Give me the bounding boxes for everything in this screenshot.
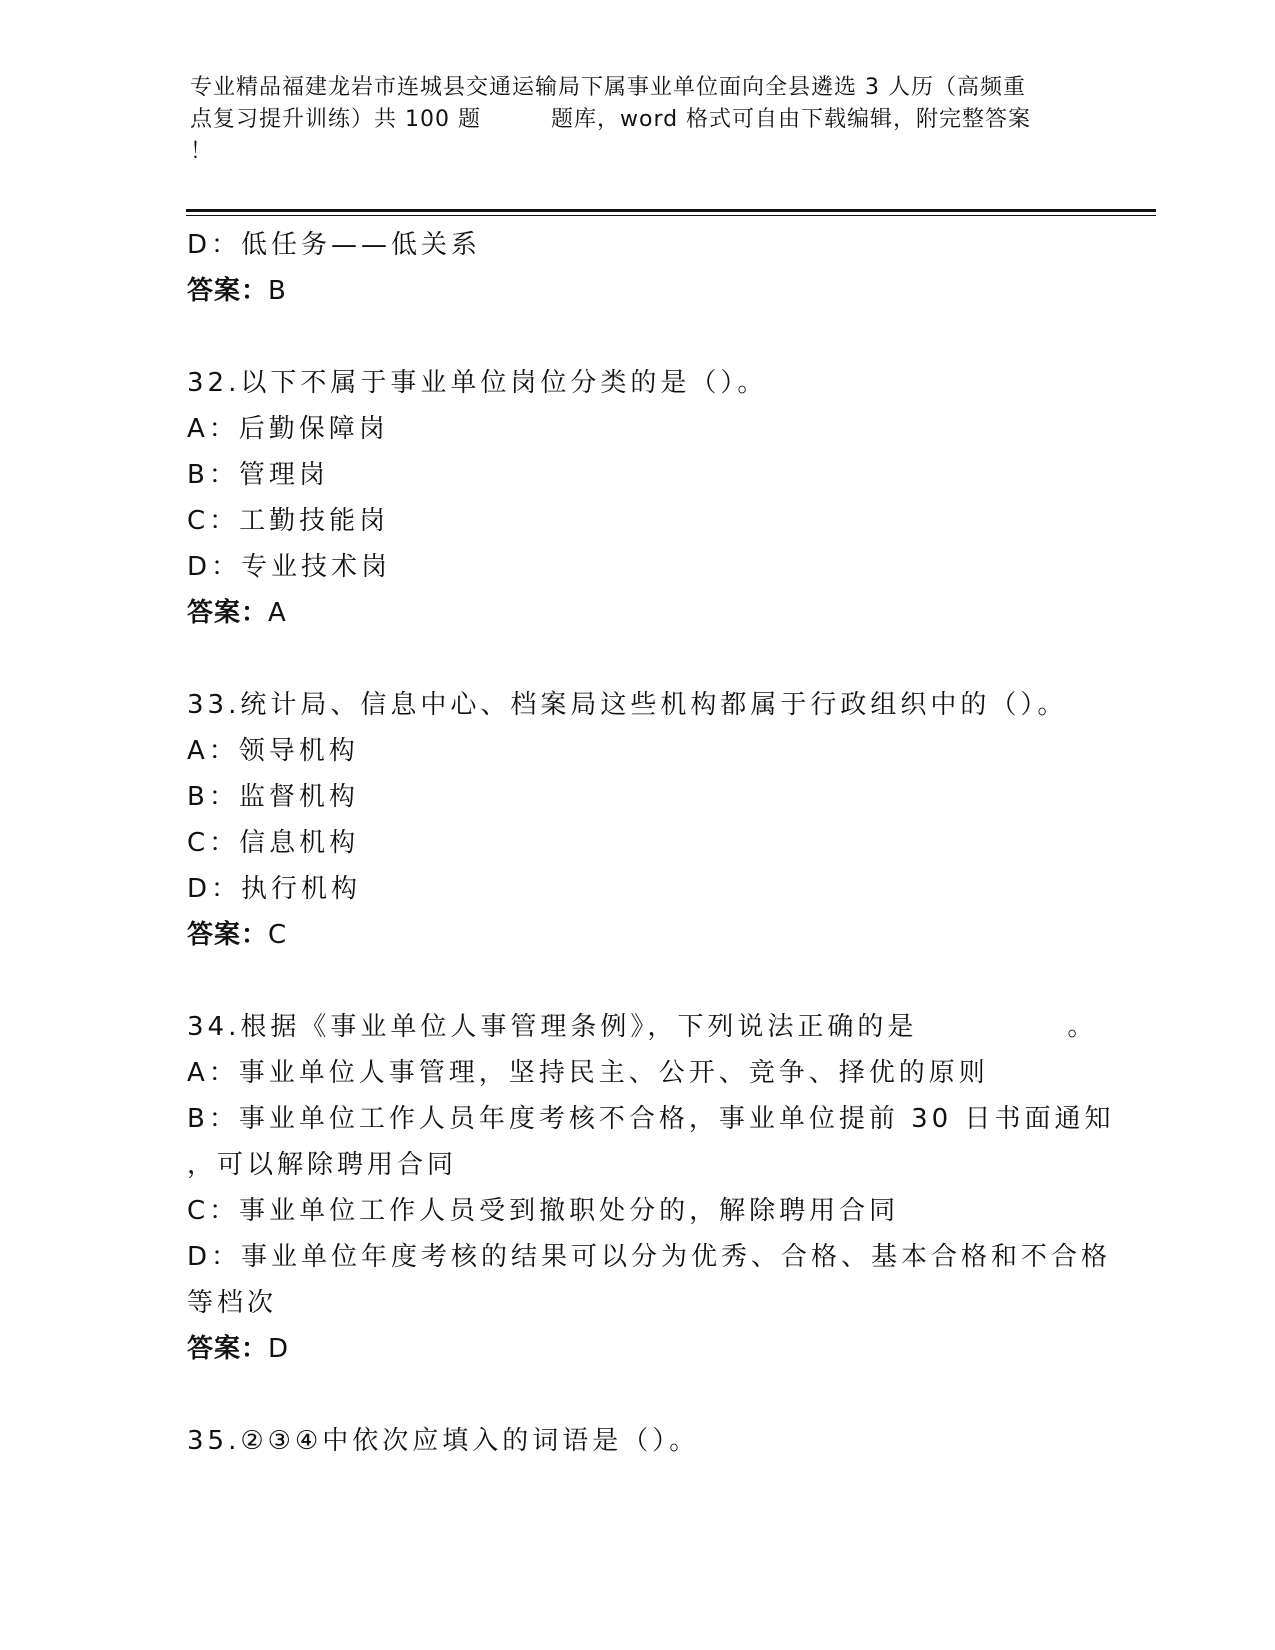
- question-text: 35.②③④中依次应填入的词语是（）。: [187, 1426, 700, 1456]
- header-line-2: [190, 104, 1090, 136]
- question-text-main: 34.根据《事业单位人事管理条例》，下列说法正确的是: [187, 1012, 918, 1042]
- header-divider-thick: [186, 209, 1156, 212]
- question-text: 32.以下不属于事业单位岗位分类的是（）。: [187, 368, 768, 398]
- question-text: 33.统计局、信息中心、档案局这些机构都属于行政组织中的（）。: [187, 690, 1068, 720]
- answer-value: C: [268, 920, 288, 950]
- option-a: A：后勤保障岗: [187, 414, 389, 444]
- option-a: A：事业单位人事管理，坚持民主、公开、竞争、择优的原则: [187, 1058, 989, 1088]
- option-d: D：专业技术岗: [187, 552, 392, 582]
- question-35: [187, 1418, 1087, 1464]
- header-line-2-part-a: 点复习提升训练）共 100 题: [190, 107, 481, 132]
- option-d-continued: 等档次: [187, 1288, 278, 1318]
- answer-label: 答案：: [187, 276, 269, 306]
- question-text-end: 。: [1067, 1012, 1098, 1042]
- answer-value: A: [268, 598, 287, 628]
- question-34: [187, 1004, 1115, 1372]
- option-b: B：监督机构: [187, 782, 359, 812]
- option-d: D：事业单位年度考核的结果可以分为优秀、合格、基本合格和不合格: [187, 1242, 1112, 1272]
- option-b: B：管理岗: [187, 460, 329, 490]
- answer-label: 答案：: [187, 1334, 269, 1364]
- answer-value: B: [268, 276, 287, 306]
- header-divider-thin: [186, 215, 1156, 216]
- document-header: [190, 72, 1090, 168]
- header-line-3: ！: [190, 139, 214, 164]
- question-list: [187, 222, 1115, 1464]
- answer: [187, 912, 1087, 958]
- header-line-1: 专业精品福建龙岩市连城县交通运输局下属事业单位面向全县遴选 3 人历（高频重: [190, 75, 1026, 100]
- option-b-continued: ，可以解除聘用合同: [187, 1150, 458, 1180]
- option-d: D：执行机构: [187, 874, 362, 904]
- option-b: B：事业单位工作人员年度考核不合格，事业单位提前 30 日书面通知: [187, 1104, 1115, 1134]
- answer-label: 答案：: [187, 598, 269, 628]
- header-line-2-part-b: 题库，word 格式可自由下载编辑，附完整答案: [550, 107, 1032, 132]
- question-32: [187, 360, 1087, 636]
- answer-label: 答案：: [187, 920, 269, 950]
- answer-value: D: [268, 1334, 290, 1364]
- option-c: C：信息机构: [187, 828, 360, 858]
- option-a: A：领导机构: [187, 736, 359, 766]
- answer: [187, 1326, 1087, 1372]
- question-text: [187, 1004, 1098, 1050]
- option-d: D：低任务——低关系: [187, 230, 482, 260]
- option-c: C：事业单位工作人员受到撤职处分的，解除聘用合同: [187, 1196, 900, 1226]
- option-c: C：工勤技能岗: [187, 506, 390, 536]
- answer: [187, 268, 1087, 314]
- question-33: [187, 682, 1087, 958]
- question-31: [187, 222, 1087, 314]
- answer: [187, 590, 1087, 636]
